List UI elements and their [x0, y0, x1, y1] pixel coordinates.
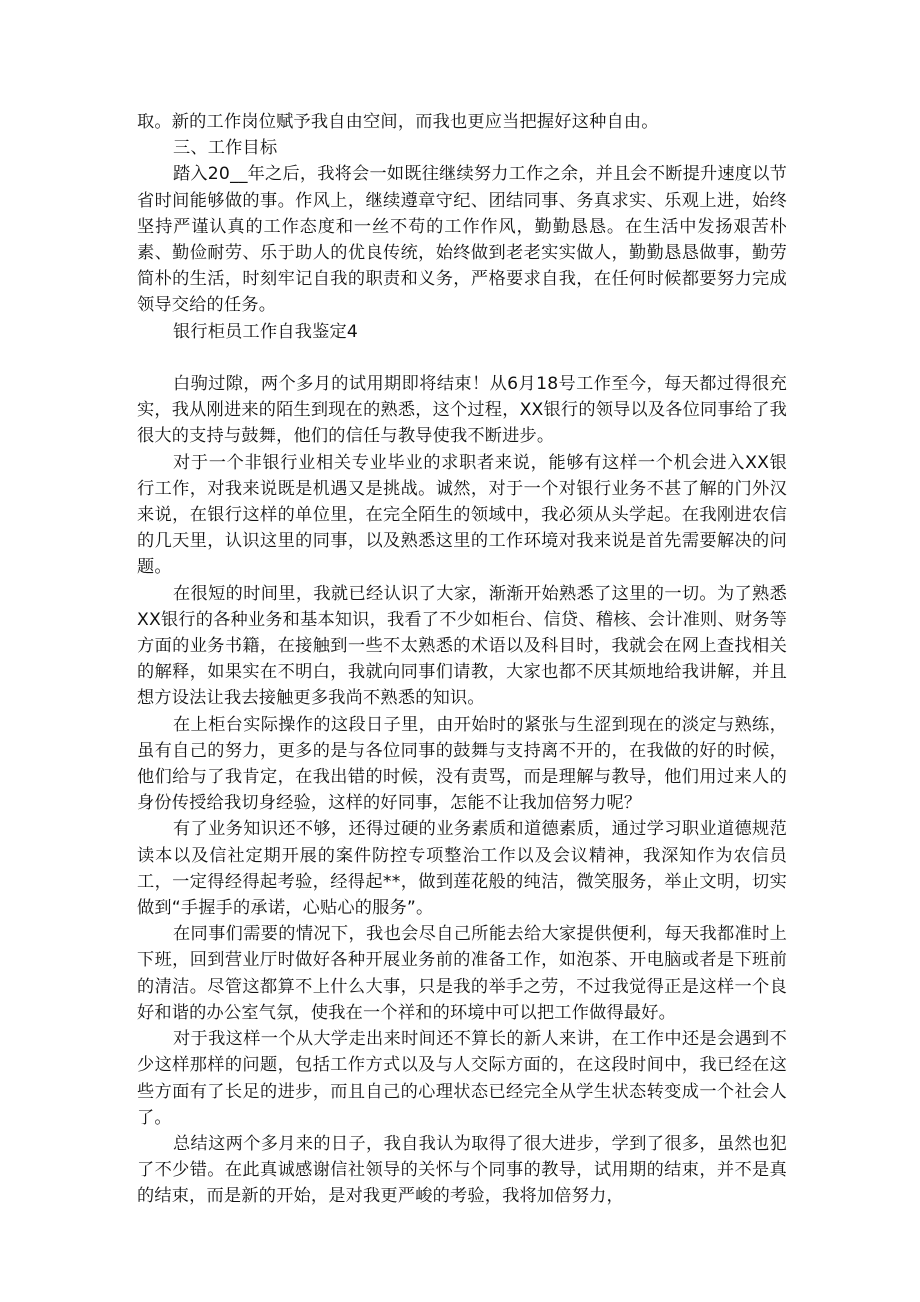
paragraph-helping: 在同事们需要的情况下，我也会尽自己所能去给大家提供便利，每天我都准时上下班，回到营业厅时做好各种开展业务前的准备工作，如泡茶、开电脑或者是下班前的清洁。尽管这都算不上什么大事，只是我的举手之劳，不过我觉得正是这样一个良好和谐的办公室气氛，使我在一个祥和的环境中可以把工作做得最好。 — [137, 924, 787, 1023]
article-title: 银行柜员工作自我鉴定4 — [173, 321, 359, 342]
paragraph-counter-work: 在上柜台实际操作的这段日子里，由开始时的紧张与生涩到现在的淡定与熟练，虽有自己的努力，更多的是与各位同事的鼓舞与支持离不开的，在我做的好的时候，他们给与了我肯定，在我出错的时候，没有责骂，而是理解与教导，他们用过来人的身份传授给我切身经验，这样的好同事，怎能不让我加倍努力呢？ — [137, 714, 787, 814]
paragraph-continuation: 取。新的工作岗位赋予我自由空间，而我也更应当把握好这种自由。 — [137, 112, 659, 132]
paragraph-learning: 在很短的时间里，我就已经认识了大家，渐渐开始熟悉了这里的一切。为了熟悉XX银行的各种业务和基本知识，我看了不少如柜台、信贷、稽核、会计准则、财务等方面的业务书籍，在接触到一些不太熟悉的术语以及科目时，我就会在网上查找相关的解释，如果实在不明白，我就向同事们请教，大家也都不厌其烦地给我讲解，并且想方设法让我去接触更多我尚不熟悉的知识。 — [137, 583, 787, 709]
section-heading-work-goals: 三、工作目标 — [173, 138, 278, 159]
document-body — [137, 109, 787, 1210]
paragraph-growth: 对于我这样一个从大学走出来时间还不算长的新人来讲，在工作中还是会遇到不少这样那样的问题，包括工作方式以及与人交际方面的，在这段时间中，我已经在这些方面有了长足的进步，而且自己的心理状态已经完全从学生状态转变成一个社会人了。 — [137, 1029, 787, 1128]
paragraph-summary: 总结这两个多月来的日子，我自我认为取得了很大进步，学到了很多，虽然也犯了不少错。在此真诚感谢信社领导的关怀与个同事的教导，试用期的结束，并不是真的结束，而是新的开始，是对我更严峻的考验，我将加倍努力， — [137, 1133, 787, 1207]
paragraph-intro: 白驹过隙，两个多月的试用期即将结束！从6月18号工作至今，每天都过得很充实，我从刚进来的陌生到现在的熟悉，这个过程，XX银行的领导以及各位同事给了我很大的支持与鼓舞，他们的信任与教导使我不断进步。 — [137, 374, 787, 447]
paragraph-ethics: 有了业务知识还不够，还得过硬的业务素质和道德素质，通过学习职业道德规范读本以及信社定期开展的案件防控专项整治工作以及会议精神，我深知作为农信员工，一定得经得起考验，经得起**，做到莲花般的纯洁，微笑服务，举止文明，切实做到“手握手的承诺，心贴心的服务”。 — [137, 819, 787, 919]
blank-line — [137, 345, 787, 371]
paragraph-opportunity: 对于一个非银行业相关专业毕业的求职者来说，能够有这样一个机会进入XX银行工作，对我来说既是机遇又是挑战。诚然，对于一个对银行业务不甚了解的门外汉来说，在银行这样的单位里，在完全陌生的领域中，我必须从头学起。在我刚进农信的几天里，认识这里的同事，以及熟悉这里的工作环境对我来说是首先需要解决的问题。 — [137, 452, 787, 578]
paragraph-goals: 踏入20__年之后，我将会一如既往继续努力工作之余，并且会不断提升速度以节省时间能够做的事。作风上，继续遵章守纪、团结同事、务真求实、乐观上进，始终坚持严谨认真的工作态度和一丝不苟的工作作风，勤勤恳恳。在生活中发扬艰苦朴素、勤俭耐劳、乐于助人的优良传统，始终做到老老实实做人，勤勤恳恳做事，勤劳简朴的生活，时刻牢记自我的职责和义务，严格要求自我，在任何时候都要努力完成领导交给的任务。 — [137, 164, 787, 316]
